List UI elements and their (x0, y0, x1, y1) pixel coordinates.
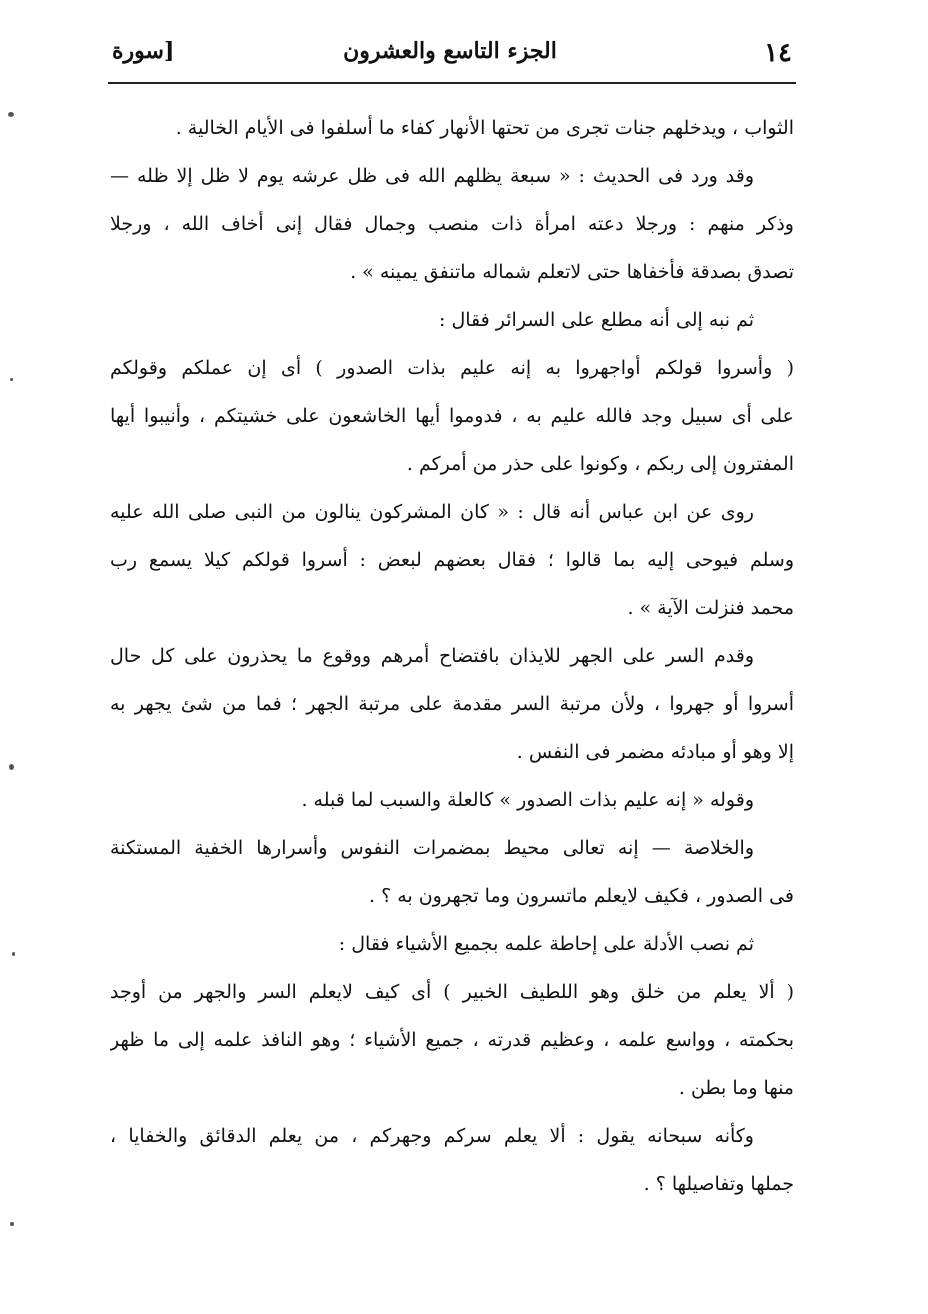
text-line: ( ألا يعلم من خلق وهو اللطيف الخبير ) أى كيف لايعلم السر والجهر من أوجد (110, 981, 794, 1003)
body-text (110, 104, 794, 1208)
text-line: تصدق بصدقة فأخفاها حتى لاتعلم شماله ماتنفق يمينه » . (350, 261, 794, 283)
text-line: وذكر منهم : ورجلا دعته امرأة ذات منصب وجمال فقال إنى أخاف الله ، ورجلا (110, 213, 794, 235)
text-line: وقد ورد فى الحديث : « سبعة يظلهم الله فى ظل عرشه يوم لا ظل إلا ظله — (110, 165, 754, 187)
surah-label: [سورة (112, 38, 175, 64)
text-line: منها وما بطن . (678, 1077, 794, 1099)
text-line: وسلم فيوحى إليه بما قالوا ؛ فقال بعضهم لبعض : أسروا قولكم كيلا يسمع رب (110, 549, 794, 571)
page-header (108, 36, 792, 76)
text-line: المفترون إلى ربكم ، وكونوا على حذر من أمركم . (406, 453, 794, 475)
text-line: ثم نصب الأدلة على إحاطة علمه بجميع الأشياء فقال : (338, 933, 754, 955)
scan-speck (10, 1222, 14, 1226)
header-rule (108, 82, 796, 84)
text-line: إلا وهو أو مبادئه مضمر فى النفس . (516, 741, 794, 763)
scan-speck (10, 378, 13, 381)
scan-speck (9, 764, 14, 770)
text-line: أسروا أو جهروا ، ولأن مرتبة السر مقدمة على مرتبة الجهر ؛ فما من شئ يجهر به (110, 693, 794, 715)
text-line: وقوله « إنه عليم بذات الصدور » كالعلة والسبب لما قبله . (301, 789, 754, 811)
text-line: وكأنه سبحانه يقول : ألا يعلم سركم وجهركم ، من يعلم الدقائق والخفايا ، (110, 1125, 754, 1147)
text-line: ثم نبه إلى أنه مطلع على السرائر فقال : (439, 309, 754, 331)
scan-speck (12, 952, 15, 956)
text-line: وقدم السر على الجهر للايذان بافتضاح أمرهم ووقوع ما يحذرون على كل حال (110, 645, 754, 667)
text-line: على أى سبيل وجد فالله عليم به ، فدوموا أيها الخاشعون على خشيتكم ، وأنيبوا أيها (110, 405, 794, 427)
text-line: جملها وتفاصيلها ؟ . (643, 1173, 794, 1195)
running-title: الجزء التاسع والعشرون (343, 38, 557, 64)
scan-speck (8, 112, 14, 117)
text-line: فى الصدور ، فكيف لايعلم ماتسرون وما تجهرون به ؟ . (369, 885, 794, 907)
text-line: روى عن ابن عباس أنه قال : « كان المشركون ينالون من النبى صلى الله عليه (110, 501, 754, 523)
text-line: والخلاصة — إنه تعالى محيط بمضمرات النفوس وأسرارها الخفية المستكنة (110, 837, 754, 859)
text-line: بحكمته ، وواسع علمه ، وعظيم قدرته ، جميع الأشياء ؛ وهو النافذ علمه إلى ما ظهر (110, 1029, 794, 1051)
page-number: ١٤ (764, 38, 792, 68)
text-line: محمد فنزلت الآية » . (627, 597, 794, 619)
text-line: الثواب ، ويدخلهم جنات تجرى من تحتها الأنهار كفاء ما أسلفوا فى الأيام الخالية . (175, 117, 794, 139)
text-line: ( وأسروا قولكم أواجهروا به إنه عليم بذات الصدور ) أى إن عملكم وقولكم (110, 357, 794, 379)
